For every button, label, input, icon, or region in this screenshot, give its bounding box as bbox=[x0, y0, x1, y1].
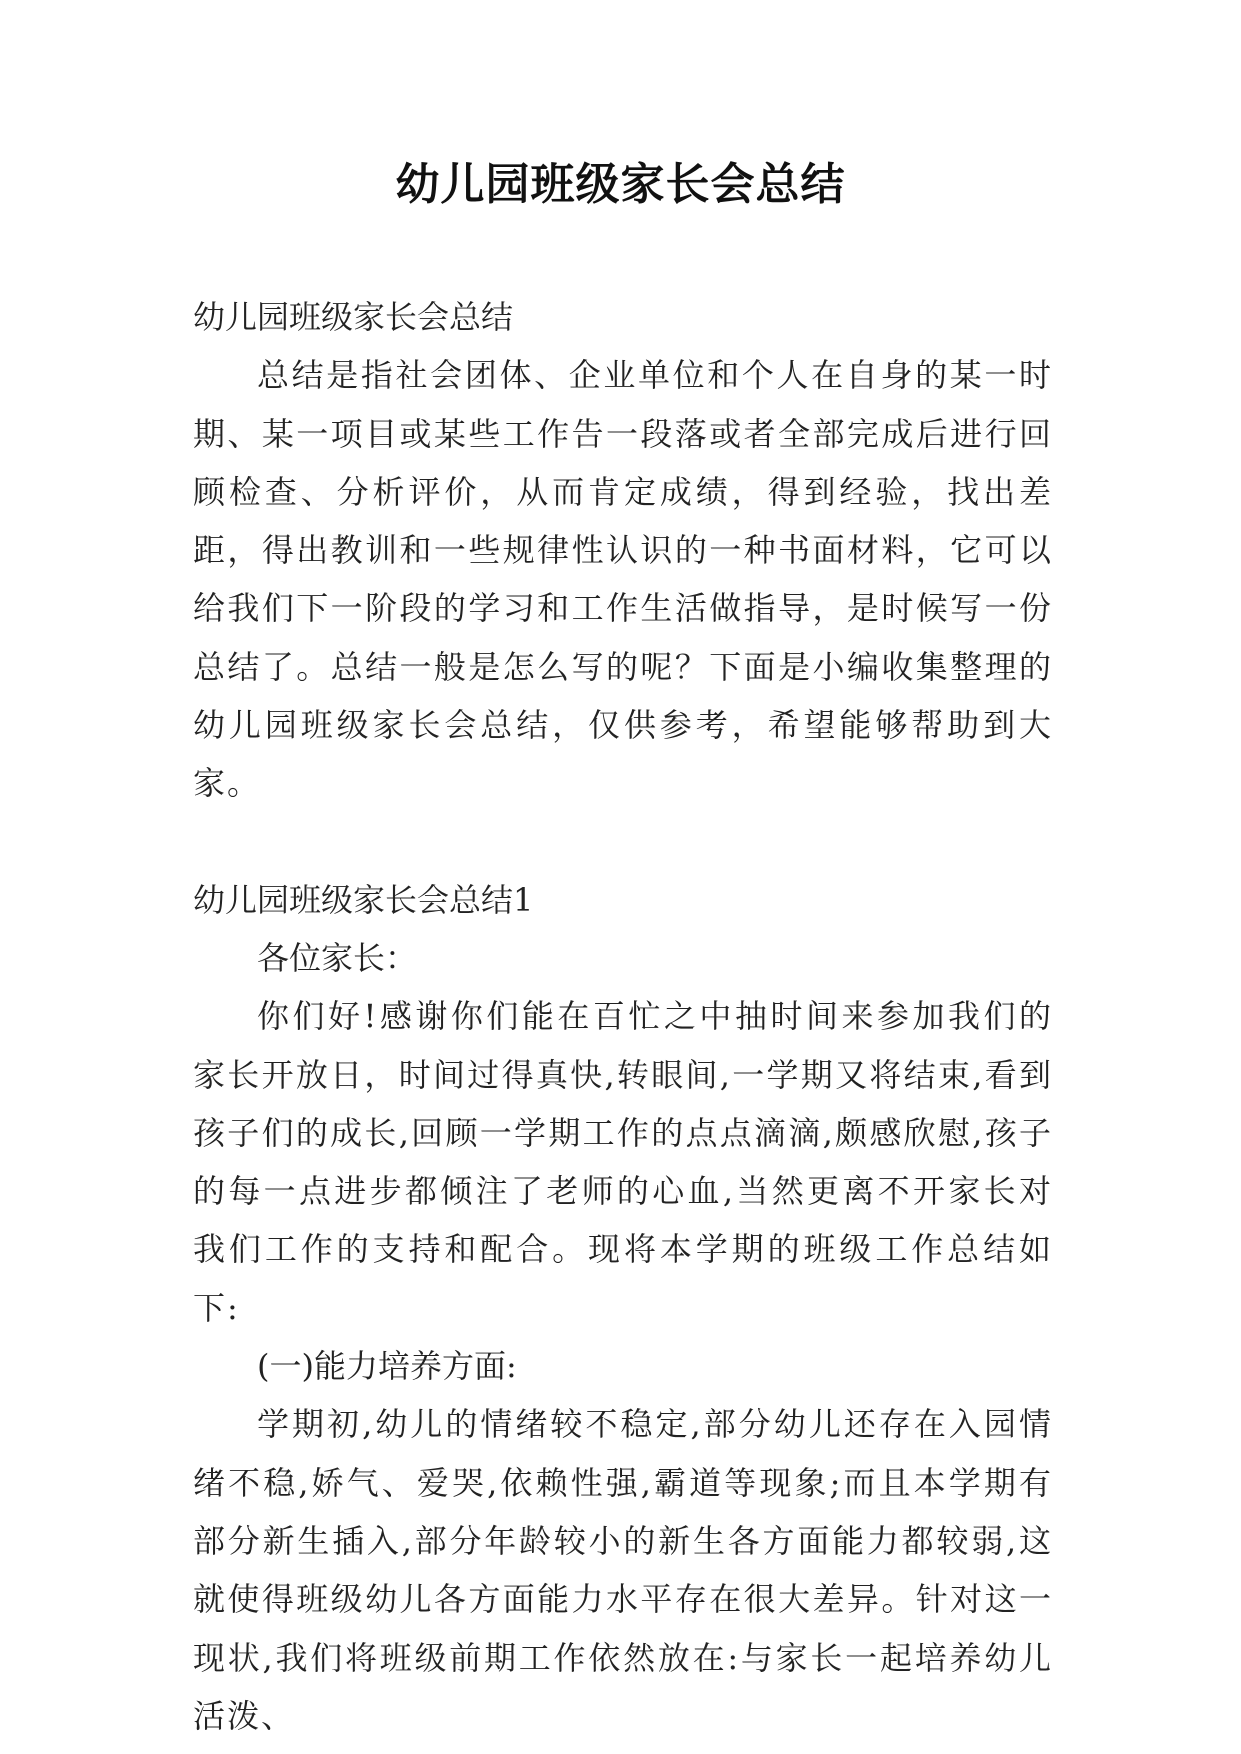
body-paragraph-2: 学期初,幼儿的情绪较不稳定,部分幼儿还存在入园情绪不稳,娇气、爱哭,依赖性强,霸道等现象;而且本学期有部分新生插入,部分年龄较小的新生各方面能力都较弱,这就使得班级幼儿各方面能力水平存在很大差异。针对这一现状,我们将班级前期工作依然放在:与家长一起培养幼儿活泼、 bbox=[193, 1405, 1053, 1735]
intro-paragraph: 总结是指社会团体、企业单位和个人在自身的某一时期、某一项目或某些工作告一段落或者全部完成后进行回顾检查、分析评价，从而肯定成绩，得到经验，找出差距，得出教训和一些规律性认识的一种书面材料，它可以给我们下一阶段的学习和工作生活做指导，是时候写一份总结了。总结一般是怎么写的呢？下面是小编收集整理的幼儿园班级家长会总结，仅供参考，希望能够帮助到大家。 bbox=[193, 356, 1053, 803]
document-title: 幼儿园班级家长会总结 bbox=[395, 159, 846, 210]
document-body bbox=[193, 288, 1053, 1745]
document-subtitle: 幼儿园班级家长会总结 bbox=[193, 298, 514, 336]
section-gap bbox=[193, 813, 1053, 871]
section-heading: 幼儿园班级家长会总结1 bbox=[193, 880, 534, 919]
body-paragraph-1: 你们好!感谢你们能在百忙之中抽时间来参加我们的家长开放日，时间过得真快,转眼间,一学期又将结束,看到孩子们的成长,回顾一学期工作的点点滴滴,颇感欣慰,孩子的每一点进步都倾注了老师的心血,当然更离不开家长对我们工作的支持和配合。现将本学期的班级工作总结如下: bbox=[193, 997, 1053, 1327]
greeting: 各位家长： bbox=[257, 938, 418, 977]
subheading-ability: (一)能力培养方面: bbox=[257, 1347, 517, 1386]
